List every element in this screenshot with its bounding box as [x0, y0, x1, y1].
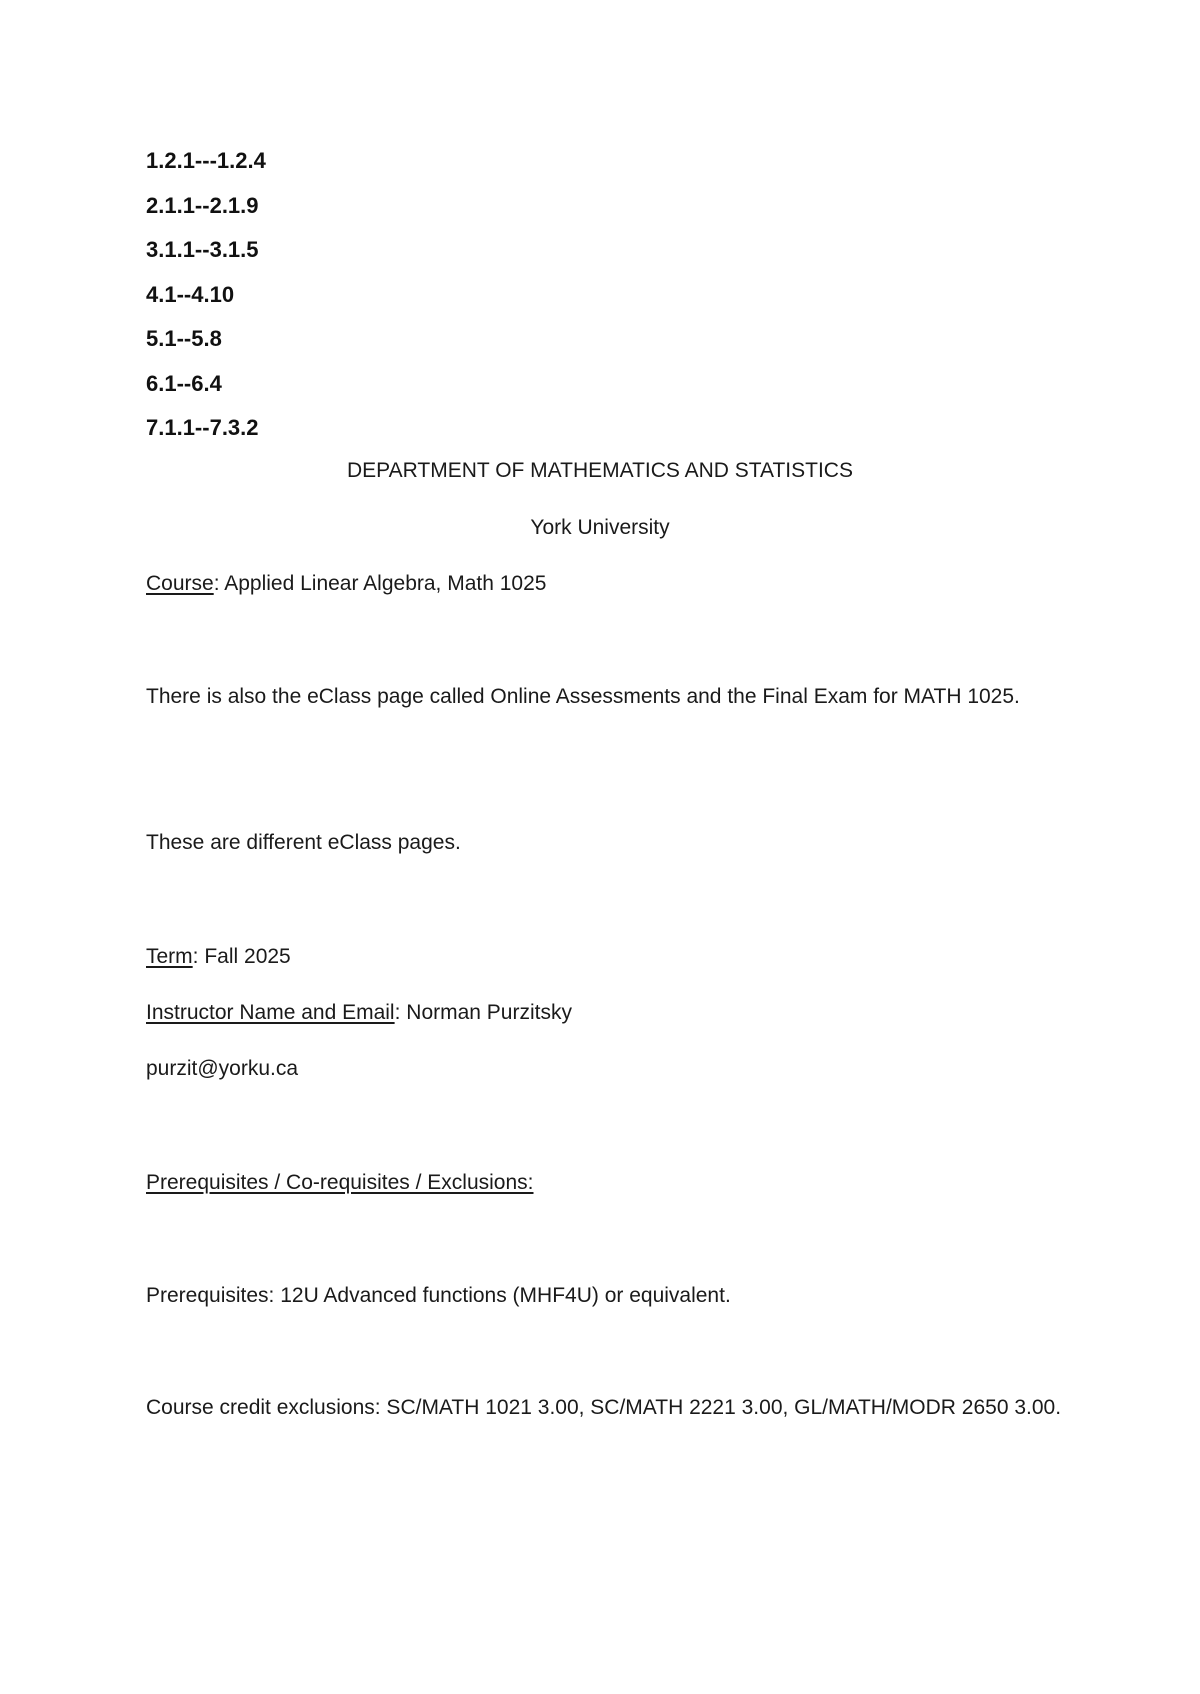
section-range-7: 7.1.1--7.3.2	[146, 415, 259, 440]
course-value: Applied Linear Algebra, Math 1025	[224, 572, 547, 595]
university-name: York University	[530, 516, 670, 539]
eclass-note: There is also the eClass page called Online Assessments and the Final Exam for MATH 1025.	[146, 685, 1020, 708]
section-range-2: 2.1.1--2.1.9	[146, 193, 259, 218]
course-line	[146, 571, 546, 597]
term-line	[146, 944, 291, 970]
instructor-email: purzit@yorku.ca	[146, 1057, 299, 1080]
instructor-sep: :	[394, 1001, 407, 1024]
instructor-name: Norman Purzitsky	[406, 1001, 572, 1024]
instructor-label: Instructor Name and Email	[146, 1001, 395, 1024]
exclusions-text: Course credit exclusions: SC/MATH 1021 3.00, SC/MATH 2221 3.00, GL/MATH/MODR 2650 3.00.	[146, 1396, 1062, 1419]
course-sep: :	[213, 572, 225, 595]
section-range-6: 6.1--6.4	[146, 371, 222, 396]
section-range-5: 5.1--5.8	[146, 326, 222, 351]
department-heading: DEPARTMENT OF MATHEMATICS AND STATISTICS	[347, 459, 853, 482]
section-range-4: 4.1--4.10	[146, 282, 235, 307]
prerequisites-text: Prerequisites: 12U Advanced functions (MHF4U) or equivalent.	[146, 1284, 731, 1307]
instructor-line	[146, 1000, 572, 1026]
section-range-3: 3.1.1--3.1.5	[146, 237, 259, 262]
term-value: Fall 2025	[204, 945, 291, 968]
section-range-1: 1.2.1---1.2.4	[146, 148, 266, 173]
term-sep: :	[192, 945, 205, 968]
term-label: Term	[146, 945, 193, 968]
different-pages-note: These are different eClass pages.	[146, 831, 461, 854]
course-label: Course	[146, 572, 214, 595]
requisites-heading: Prerequisites / Co-requisites / Exclusions:	[146, 1171, 534, 1194]
